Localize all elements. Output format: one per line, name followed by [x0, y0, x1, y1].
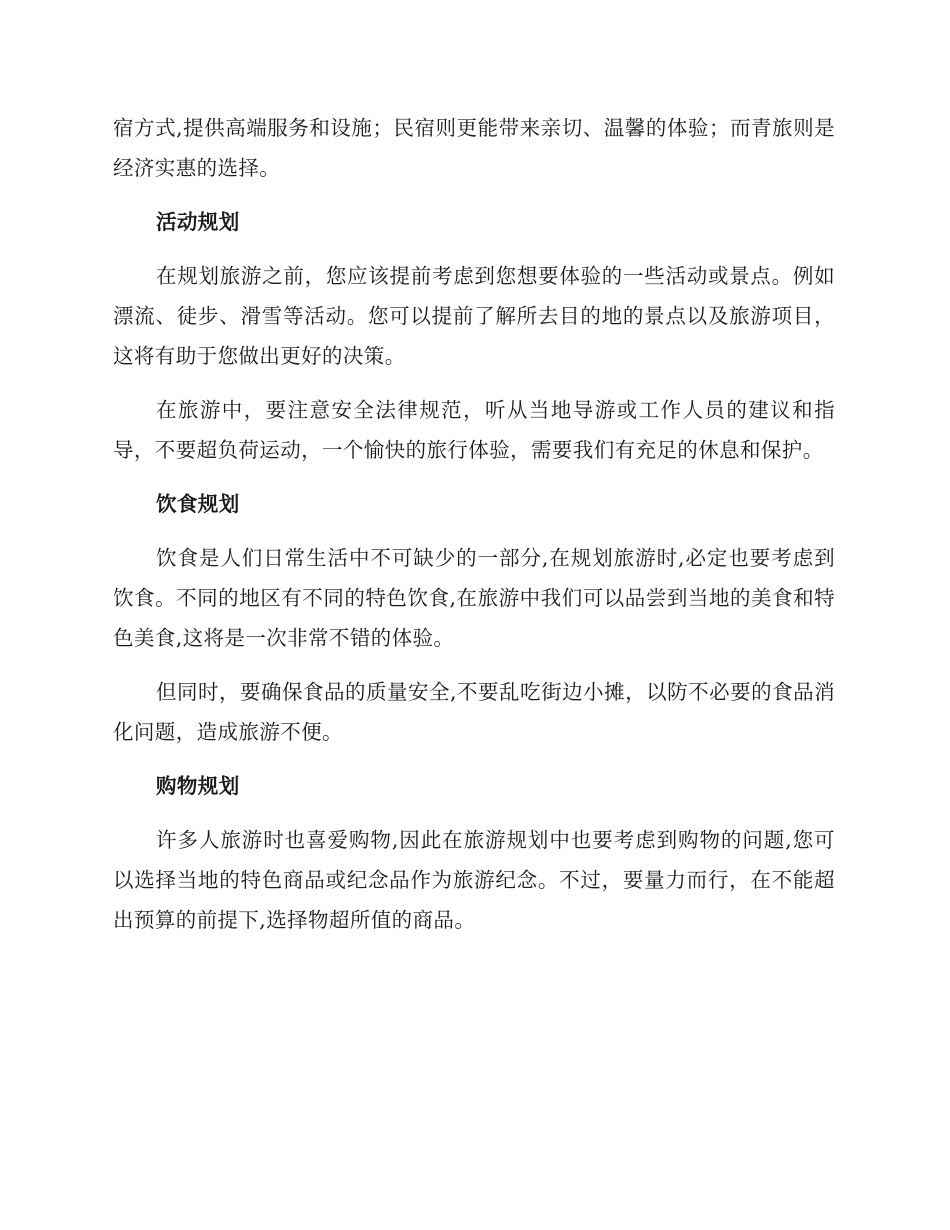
document-page [113, 108, 835, 940]
section-heading-shopping: 购物规划 [156, 774, 240, 798]
intro-continuation-paragraph: 宿方式,提供高端服务和设施；民宿则更能带来亲切、温馨的体验；而青旅则是经济实惠的选择。 [113, 116, 835, 180]
activities-paragraph-1: 在规划旅游之前，您应该提前考虑到您想要体验的一些活动或景点。例如漂流、徒步、滑雪等活动。您可以提前了解所去目的地的景点以及旅游项目，这将有助于您做出更好的决策。 [113, 264, 835, 368]
activities-paragraph-2: 在旅游中，要注意安全法律规范，听从当地导游或工作人员的建议和指导，不要超负荷运动，一个愉快的旅行体验，需要我们有充足的休息和保护。 [113, 398, 835, 462]
section-heading-activities: 活动规划 [156, 210, 240, 234]
dining-paragraph-2: 但同时，要确保食品的质量安全,不要乱吃街边小摊，以防不必要的食品消化问题，造成旅游不便。 [113, 680, 835, 744]
dining-paragraph-1: 饮食是人们日常生活中不可缺少的一部分,在规划旅游时,必定也要考虑到饮食。不同的地区有不同的特色饮食,在旅游中我们可以品尝到当地的美食和特色美食,这将是一次非常不错的体验。 [113, 546, 835, 650]
section-heading-dining: 饮食规划 [156, 492, 240, 516]
shopping-paragraph-1: 许多人旅游时也喜爱购物,因此在旅游规划中也要考虑到购物的问题,您可以选择当地的特色商品或纪念品作为旅游纪念。不过，要量力而行，在不能超出预算的前提下,选择物超所值的商品。 [113, 828, 835, 932]
